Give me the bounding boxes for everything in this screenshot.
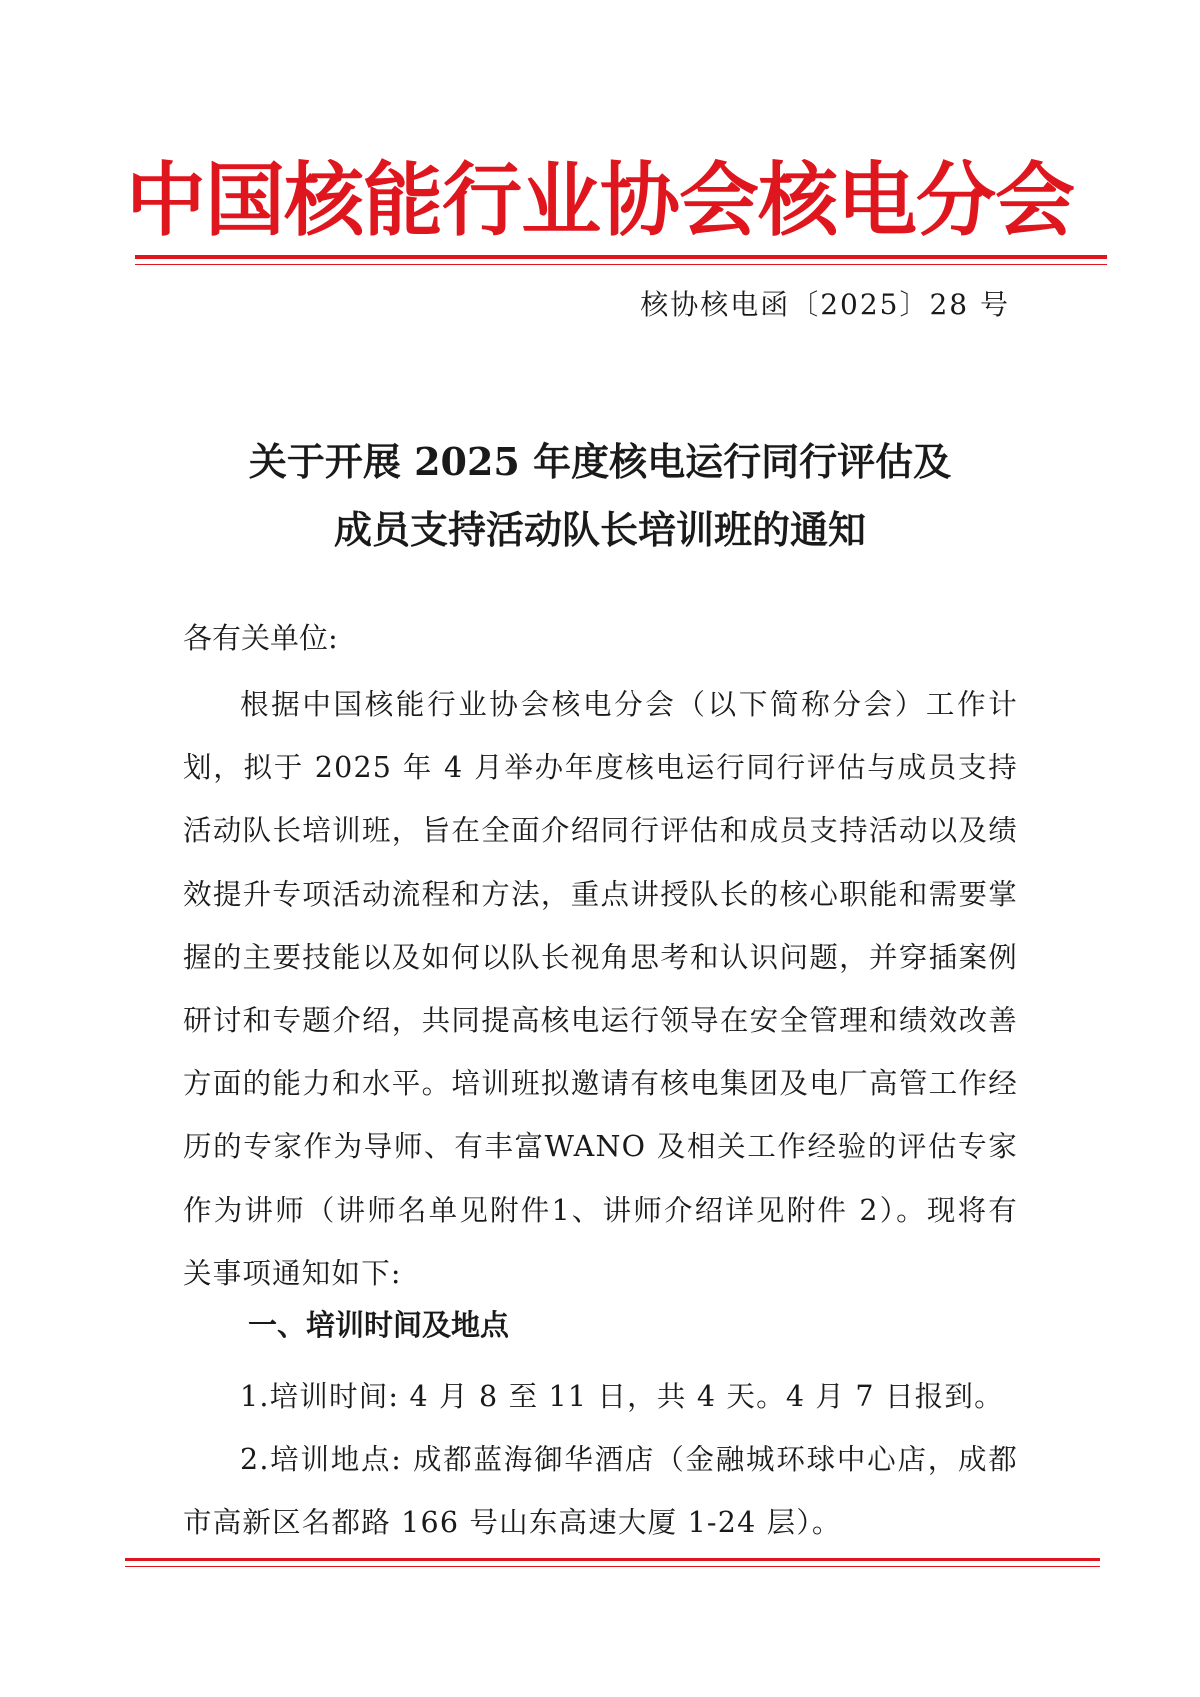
document-title-line-2: 成员支持活动队长培训班的通知 bbox=[333, 507, 866, 552]
document-title-line-1: 关于开展 2025 年度核电运行同行评估及 bbox=[248, 439, 952, 484]
section-heading-training-time-location: 一、培训时间及地点 bbox=[248, 1308, 510, 1342]
training-location-item: 2.培训地点: 成都蓝海御华酒店（金融城环球中心店，成都市高新区名都路 166 号山东高速大厦 1-24 层）。 bbox=[183, 1443, 1018, 1540]
letterhead-divider-thin bbox=[135, 264, 1107, 265]
document-number: 核协核电函〔2025〕28 号 bbox=[640, 288, 1010, 321]
salutation: 各有关单位: bbox=[183, 621, 338, 655]
letterhead-organization-title: 中国核能行业协会核电分会 bbox=[126, 153, 1074, 247]
footer-divider-thin bbox=[125, 1566, 1100, 1567]
intro-paragraph: 根据中国核能行业协会核电分会（以下简称分会）工作计划，拟于 2025 年 4 月举办年度核电运行同行评估与成员支持活动队长培训班，旨在全面介绍同行评估和成员支持活动以及绩效提升专项活动流程和方法，重点讲授队长的核心职能和需要掌握的主要技能以及如何以队长视角思考和认识问题，并穿插案例研讨和专题介绍，共同提高核电运行领导在安全管理和绩效改善方面的能力和水平。培训班拟邀请有核电集团及电厂高管工作经历的专家作为导师、有丰富WANO 及相关工作经验的评估专家作为讲师（讲师名单见附件1、讲师介绍详见附件 2）。现将有关事项通知如下: bbox=[183, 688, 1018, 1290]
training-time-item: 1.培训时间: 4 月 8 至 11 日，共 4 天。4 月 7 日报到。 bbox=[240, 1380, 1004, 1413]
footer-divider-thick bbox=[125, 1558, 1100, 1561]
letterhead-divider-thick bbox=[135, 255, 1107, 259]
